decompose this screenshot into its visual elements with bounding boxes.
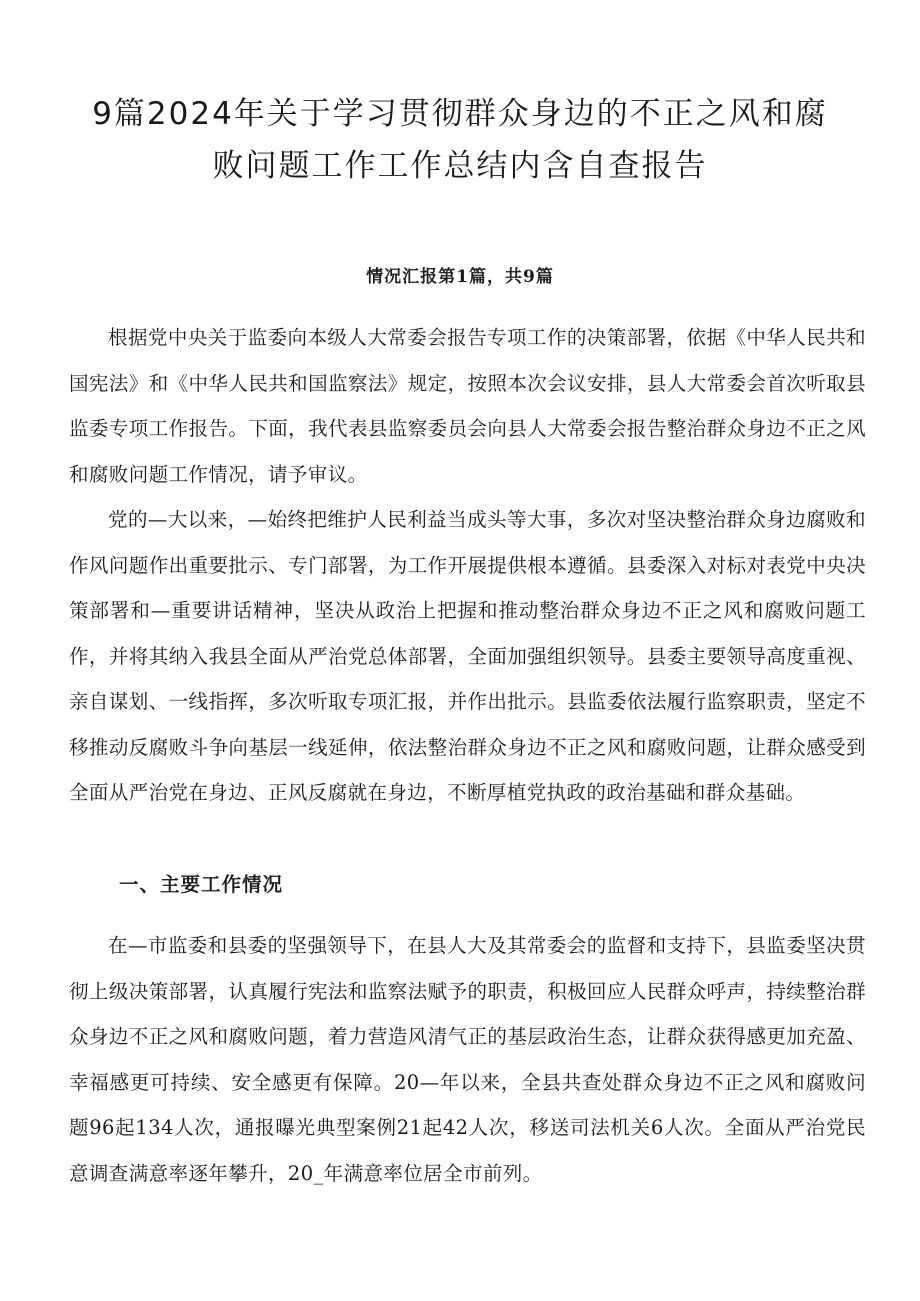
- document-title-line-1: 9篇2024年关于学习贯彻群众身边的不正之风和腐: [92, 96, 828, 132]
- section-heading-main-work: 一、主要工作情况: [119, 873, 284, 896]
- report-subheading: 情况汇报第1篇，共9篇: [366, 267, 554, 287]
- body-paragraph-1: 根据党中央关于监委向本级人大常委会报告专项工作的决策部署，依据《中华人民共和国宪法》和《中华人民共和国监察法》规定，按照本次会议安排，县人大常委会首次听取县监委专项工作报告。下面，我代表县监察委员会向县人大常委会报告整治群众身边不正之风和腐败问题工作情况，请予审议。: [69, 326, 866, 486]
- body-paragraph-2: 党的—大以来，—始终把维护人民利益当成头等大事，多次对坚决整治群众身边腐败和作风问题作出重要批示、专门部署，为工作开展提供根本遵循。县委深入对标对表党中央决策部署和—重要讲话精神，坚决从政治上把握和推动整治群众身边不正之风和腐败问题工作，并将其纳入我县全面从严治党总体部署，全面加强组织领导。县委主要领导高度重视、亲自谋划、一线指挥，多次听取专项汇报，并作出批示。县监委依法履行监察职责，坚定不移推动反腐败斗争向基层一线延伸，依法整治群众身边不正之风和腐败问题，让群众感受到全面从严治党在身边、正风反腐就在身边，不断厚植党执政的政治基础和群众基础。: [69, 508, 866, 804]
- body-paragraph-3: 在—市监委和县委的坚强领导下，在县人大及其常委会的监督和支持下，县监委坚决贯彻上级决策部署，认真履行宪法和监察法赋予的职责，积极回应人民群众呼声，持续整治群众身边不正之风和腐败问题，着力营造风清气正的基层政治生态，让群众获得感更加充盈、幸福感更可持续、安全感更有保障。20—年以来，全县共查处群众身边不正之风和腐败问题96起134人次，通报曝光典型案例21起42人次，移送司法机关6人次。全面从严治党民意调查满意率逐年攀升，20_年满意率位居全市前列。: [69, 934, 866, 1185]
- document-title: [70, 88, 850, 192]
- document-title-line-2: 败问题工作工作总结内含自查报告: [212, 148, 708, 184]
